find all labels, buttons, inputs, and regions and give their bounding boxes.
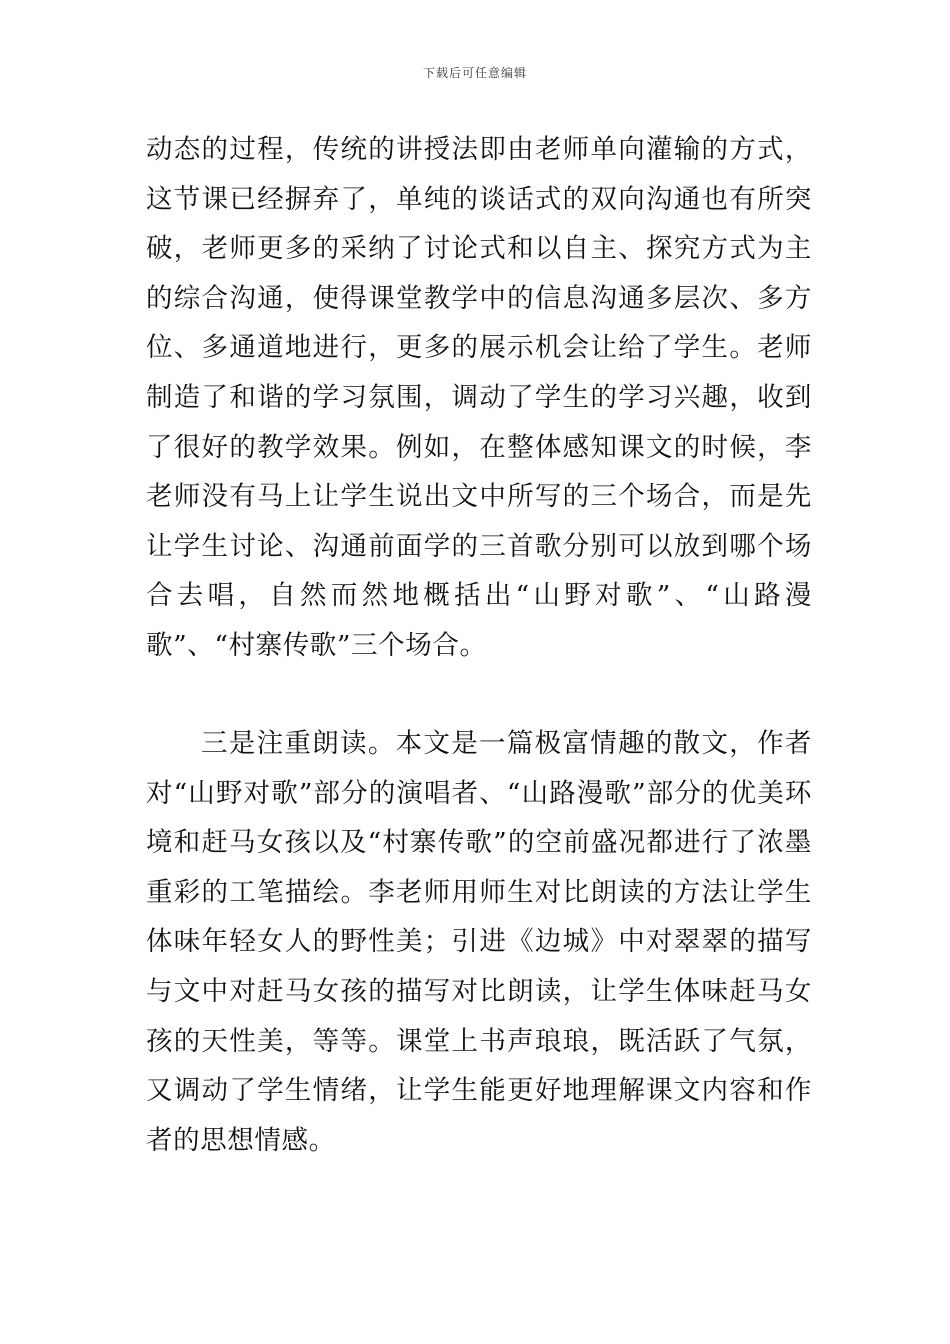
body-paragraph-1: 动态的过程，传统的讲授法即由老师单向灌输的方式，这节课已经摒弃了，单纯的谈话式的双向沟通也有所突破，老师更多的采纳了讨论式和以自主、探究方式为主的综合沟通，使得课堂教学中的信息沟通多层次、多方位、多通道地进行，更多的展示机会让给了学生。老师制造了和谐的学习氛围，调动了学生的学习兴趣，收到了很好的教学效果。例如，在整体感知课文的时候，李老师没有马上让学生说出文中所写的三个场合，而是先让学生讨论、沟通前面学的三首歌分别可以放到哪个场合去唱，自然而然地概括出“山野对歌”、“山路漫歌”、“村寨传歌”三个场合。 xyxy=(146,134,812,661)
body-paragraph-2: 三是注重朗读。本文是一篇极富情趣的散文，作者对“山野对歌”部分的演唱者、“山路漫歌”部分的优美环境和赶马女孩以及“村寨传歌”的空前盛况都进行了浓墨重彩的工笔描绘。李老师用师生对比朗读的方法让学生体味年轻女人的野性美；引进《边城》中对翠翠的描写与文中对赶马女孩的描写对比朗读，让学生体味赶马女孩的天性美，等等。课堂上书声琅琅，既活跃了气氛，又调动了学生情绪，让学生能更好地理解课文内容和作者的思想情感。 xyxy=(146,728,812,1156)
page-header: 下载后可任意编辑 xyxy=(422,66,527,80)
